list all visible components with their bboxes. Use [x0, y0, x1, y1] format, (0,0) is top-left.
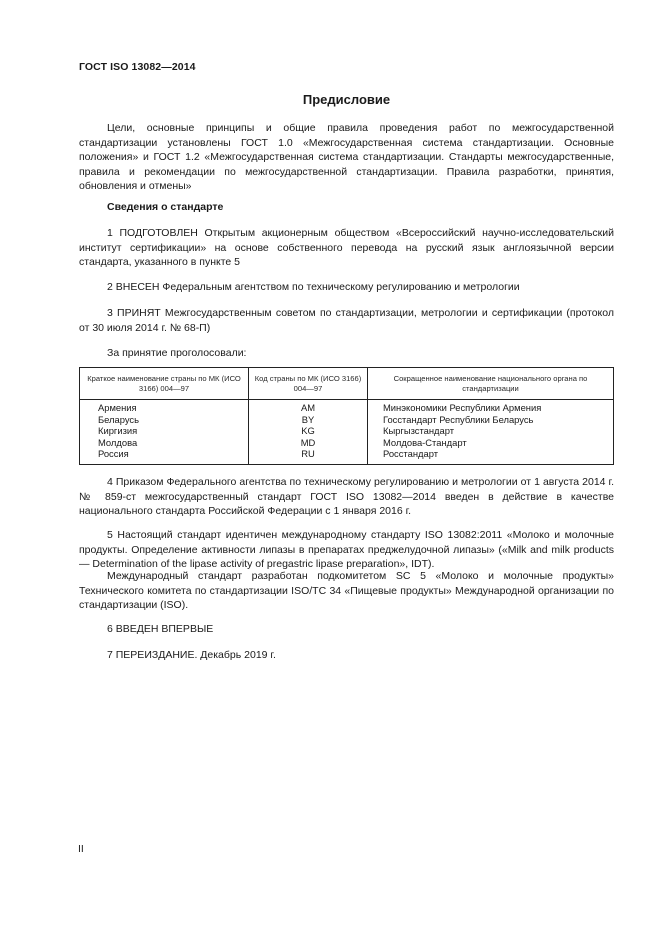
- country-column: [80, 400, 249, 465]
- agency-name: Госстандарт Республики Беларусь: [383, 413, 534, 425]
- item-1-paragraph: 1 ПОДГОТОВЛЕН Открытым акционерным обществом «Всероссийский научно-исследовательский институт сертификации» на основе собственного перевода на русский язык англоязычной версии стандарта, указанного в пункте 5: [79, 227, 614, 268]
- country-code: AM: [300, 402, 316, 413]
- country-code: RU: [301, 448, 315, 459]
- country-name: Россия: [98, 448, 129, 459]
- section-heading: Сведения о стандарте: [107, 201, 224, 213]
- table-header-cell: Код страны по МК (ИСО 3166) 004—97: [249, 368, 368, 400]
- country-code: BY: [301, 413, 315, 425]
- table-header-cell: Сокращенное наименование национального органа по стандартизации: [368, 368, 614, 400]
- page-number: II: [78, 843, 84, 855]
- item-4-paragraph: 4 Приказом Федерального агентства по техническому регулированию и метрологии от 1 августа 2014 г. № 859-ст межгосударственный стандарт ГОСТ ISO 13082—2014 введен в действие в качестве национального стандарта Российской Федерации с 1 января 2016 г.: [79, 476, 614, 517]
- agency-name: Кыргызстандарт: [383, 425, 455, 436]
- item-2-paragraph: 2 ВНЕСЕН Федеральным агентством по техническому регулированию и метрологии: [107, 281, 520, 293]
- item-5-note-paragraph: Международный стандарт разработан подкомитетом SC 5 «Молоко и молочные продукты» Технического комитета по стандартизации ISO/TC 34 «Пищевые продукты» Международной организации по стандартизации (ISO).: [79, 570, 614, 611]
- table-header-row: [80, 368, 614, 400]
- country-name: Армения: [98, 402, 137, 413]
- agency-name: Минэкономики Республики Армения: [383, 402, 542, 413]
- item-6-paragraph: 6 ВВЕДЕН ВПЕРВЫЕ: [107, 623, 214, 635]
- item-5-paragraph: 5 Настоящий стандарт идентичен международному стандарту ISO 13082:2011 «Молоко и молочные продукты. Определение активности липазы в препаратах преджелудочной липазы» («Milk and milk products — Determination of the lipase activity of pregastric lipase preparation», IDT).: [79, 529, 614, 570]
- agency-column: [368, 400, 614, 465]
- agency-name: Росстандарт: [383, 448, 438, 459]
- page-title: Предисловие: [302, 92, 391, 107]
- country-name: Молдова: [98, 436, 138, 448]
- table-header-cell: Краткое наименование страны по МК (ИСО 3166) 004—97: [80, 368, 249, 400]
- code-column: [249, 400, 368, 465]
- country-code: KG: [301, 425, 315, 436]
- item-3-paragraph: 3 ПРИНЯТ Межгосударственным советом по стандартизации, метрологии и сертификации (протокол от 30 июля 2014 г. № 68-П): [79, 307, 614, 334]
- document-id: ГОСТ ISO 13082—2014: [79, 61, 196, 73]
- country-name: Беларусь: [98, 413, 140, 425]
- item-7-paragraph: 7 ПЕРЕИЗДАНИЕ. Декабрь 2019 г.: [107, 649, 276, 661]
- country-code: MD: [300, 436, 316, 448]
- voting-table: [79, 367, 614, 465]
- intro-paragraph: Цели, основные принципы и общие правила проведения работ по межгосударственной стандартизации установлены ГОСТ 1.0 «Межгосударственная система стандартизации. Основные положения» и ГОСТ 1.2 «Межгосударственная система стандартизации. Стандарты межгосударственные, правила и рекомендации по межгосударственной стандартизации. Правила разработки, принятия, обновления и отмены»: [79, 122, 614, 192]
- agency-name: Молдова-Стандарт: [383, 436, 467, 448]
- table-row: [80, 400, 614, 465]
- country-name: Киргизия: [98, 425, 138, 436]
- voted-label: За принятие проголосовали:: [107, 347, 247, 359]
